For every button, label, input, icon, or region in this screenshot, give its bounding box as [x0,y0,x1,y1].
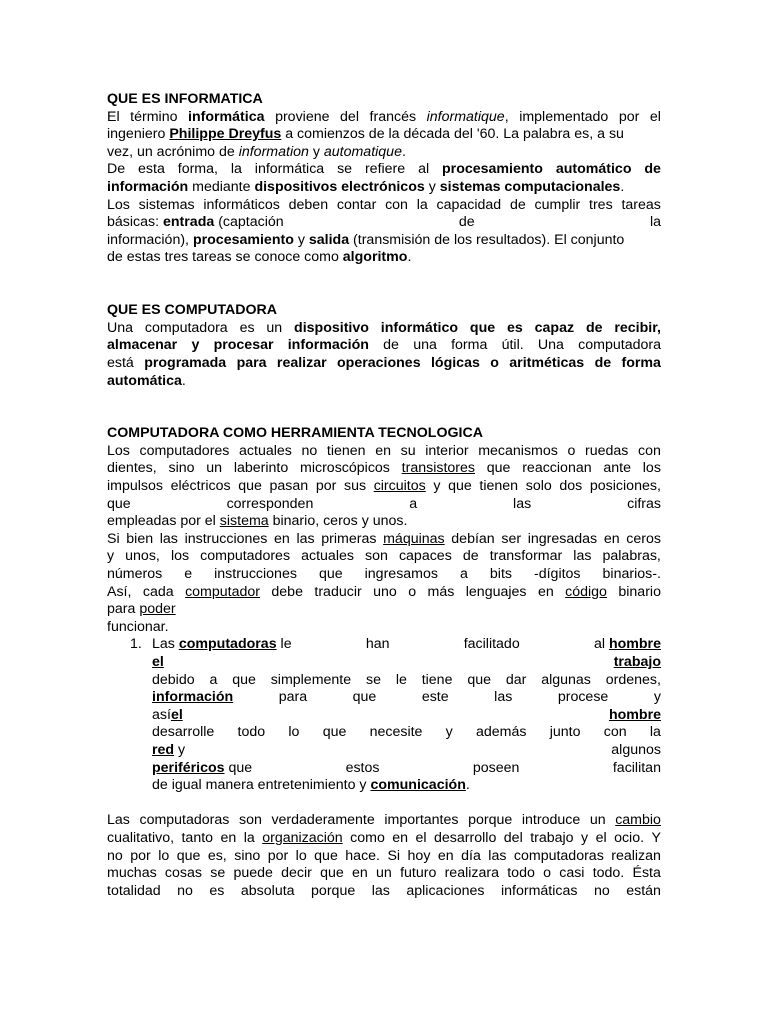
s1-line-9: de estas tres tareas se conoce como algoritmo. [107,249,412,266]
link-cambio[interactable]: cambio [615,812,661,829]
link-circuitos[interactable]: circuitos [373,478,426,495]
s4-line-4: muchas cosas se puede decir que en un futuro realizara todo o casi todo. Ésta [107,865,661,882]
list-line-4: información para que este las procese y [152,689,661,706]
s3-line-6: Si bien las instrucciones en las primeras máquinas debían ser ingresadas en ceros [107,530,661,547]
link-philippe-dreyfus[interactable]: Philippe Dreyfus [169,126,282,143]
s2-line-4: automática. [107,372,186,389]
s3-line-7: y unos, los computadores actuales son capaces de transformar las palabras, [107,548,661,565]
s3-line-1: Los computadores actuales no tienen en su interior mecanismos o ruedas con [107,442,661,459]
list-line-3: debido a que simplemente se le tiene que dar algunas ordenes, [152,671,661,688]
s1-line-2: ingeniero Philippe Dreyfus a comienzos de la década del '60. La palabra es, a su [107,126,624,143]
s4-line-2: cualitativo, tanto en la organización como en el desarrollo del trabajo y el ocio. Y [107,829,661,846]
s2-line-3: está programada para realizar operaciones lógicas o aritméticas de forma [107,354,661,371]
s2-line-2: almacenar y procesar información de una forma útil. Una computadora [107,337,661,354]
s1-line-5: información mediante dispositivos electrónicos y sistemas computacionales. [107,178,625,195]
heading-herramienta: COMPUTADORA COMO HERRAMIENTA TECNOLOGICA [107,425,483,442]
s1-line-8: información), procesamiento y salida (transmisión de los resultados). El conjunto [107,231,625,248]
s3-line-3: impulsos eléctricos que pasan por sus circuitos y que tienen solo dos posiciones, [107,478,661,495]
list-line-1: 1. Las computadoras le han facilitado al hombre [130,636,661,653]
s1-line-6: Los sistemas informáticos deben contar con la capacidad de cumplir tres tareas [107,196,661,213]
s1-line-7: básicas: entrada (captación de la [107,214,661,231]
link-organizacion[interactable]: organización [262,829,343,846]
s1-line-4: De esta forma, la informática se refiere al procesamiento automático de [107,161,661,178]
s3-line-10: para poder [107,601,176,618]
list-line-9: de igual manera entretenimiento y comunicación. [152,777,470,794]
document-page [107,91,661,900]
numbered-list [130,636,661,794]
link-sistema[interactable]: sistema [219,513,269,530]
link-red[interactable]: red [152,741,175,758]
list-line-5: así el hombre [152,706,661,723]
link-informacion[interactable]: información [152,689,234,706]
s2-line-1: Una computadora es un dispositivo informático que es capaz de recibir, [107,319,661,336]
s3-line-8: números e instrucciones que ingresamos a bits -dígitos binarios-. [107,566,661,583]
s4-line-5: totalidad no es absoluta porque las aplicaciones informáticas no están [107,882,661,899]
list-line-7: red y algunos [152,741,661,758]
s3-line-9: Así, cada computador debe traducir uno o más lenguajes en código binario [107,583,661,600]
s3-line-5: empleadas por el sistema binario, ceros y unos. [107,513,408,530]
s3-line-4: que corresponden a las cifras [107,495,661,512]
list-number: 1. [130,636,142,653]
link-transistores[interactable]: transistores [401,460,475,477]
heading-computadora: QUE ES COMPUTADORA [107,302,277,319]
link-poder[interactable]: poder [139,601,176,618]
link-computadoras[interactable]: computadoras [178,636,277,653]
list-line-8: periféricos que estos poseen facilitan [152,759,661,776]
link-codigo[interactable]: código [565,583,607,600]
s4-line-1: Las computadoras son verdaderamente importantes porque introduce un cambio [107,812,661,829]
s3-line-2: dientes, sino un laberinto microscópicos transistores que reaccionan ante los [107,460,661,477]
list-line-6: desarrolle todo lo que necesite y además junto con la [152,724,661,741]
link-hombre[interactable]: hombre [608,636,661,653]
s4-line-3: no por lo que es, sino por lo que hace. Si hoy en día las computadoras realizan [107,847,661,864]
link-perifericos[interactable]: periféricos [152,759,225,776]
s3-line-11: funcionar. [107,618,169,635]
link-comunicacion[interactable]: comunicación [370,777,466,794]
heading-informatica: QUE ES INFORMATICA [107,91,263,107]
link-maquinas[interactable]: máquinas [383,530,445,547]
s1-line-1: El término informática proviene del francés informatique, implementado por el [107,108,661,125]
s1-line-3: vez, un acrónimo de information y automatique. [107,143,406,160]
list-line-2: el trabajo [152,654,661,670]
link-computador[interactable]: computador [185,583,260,600]
